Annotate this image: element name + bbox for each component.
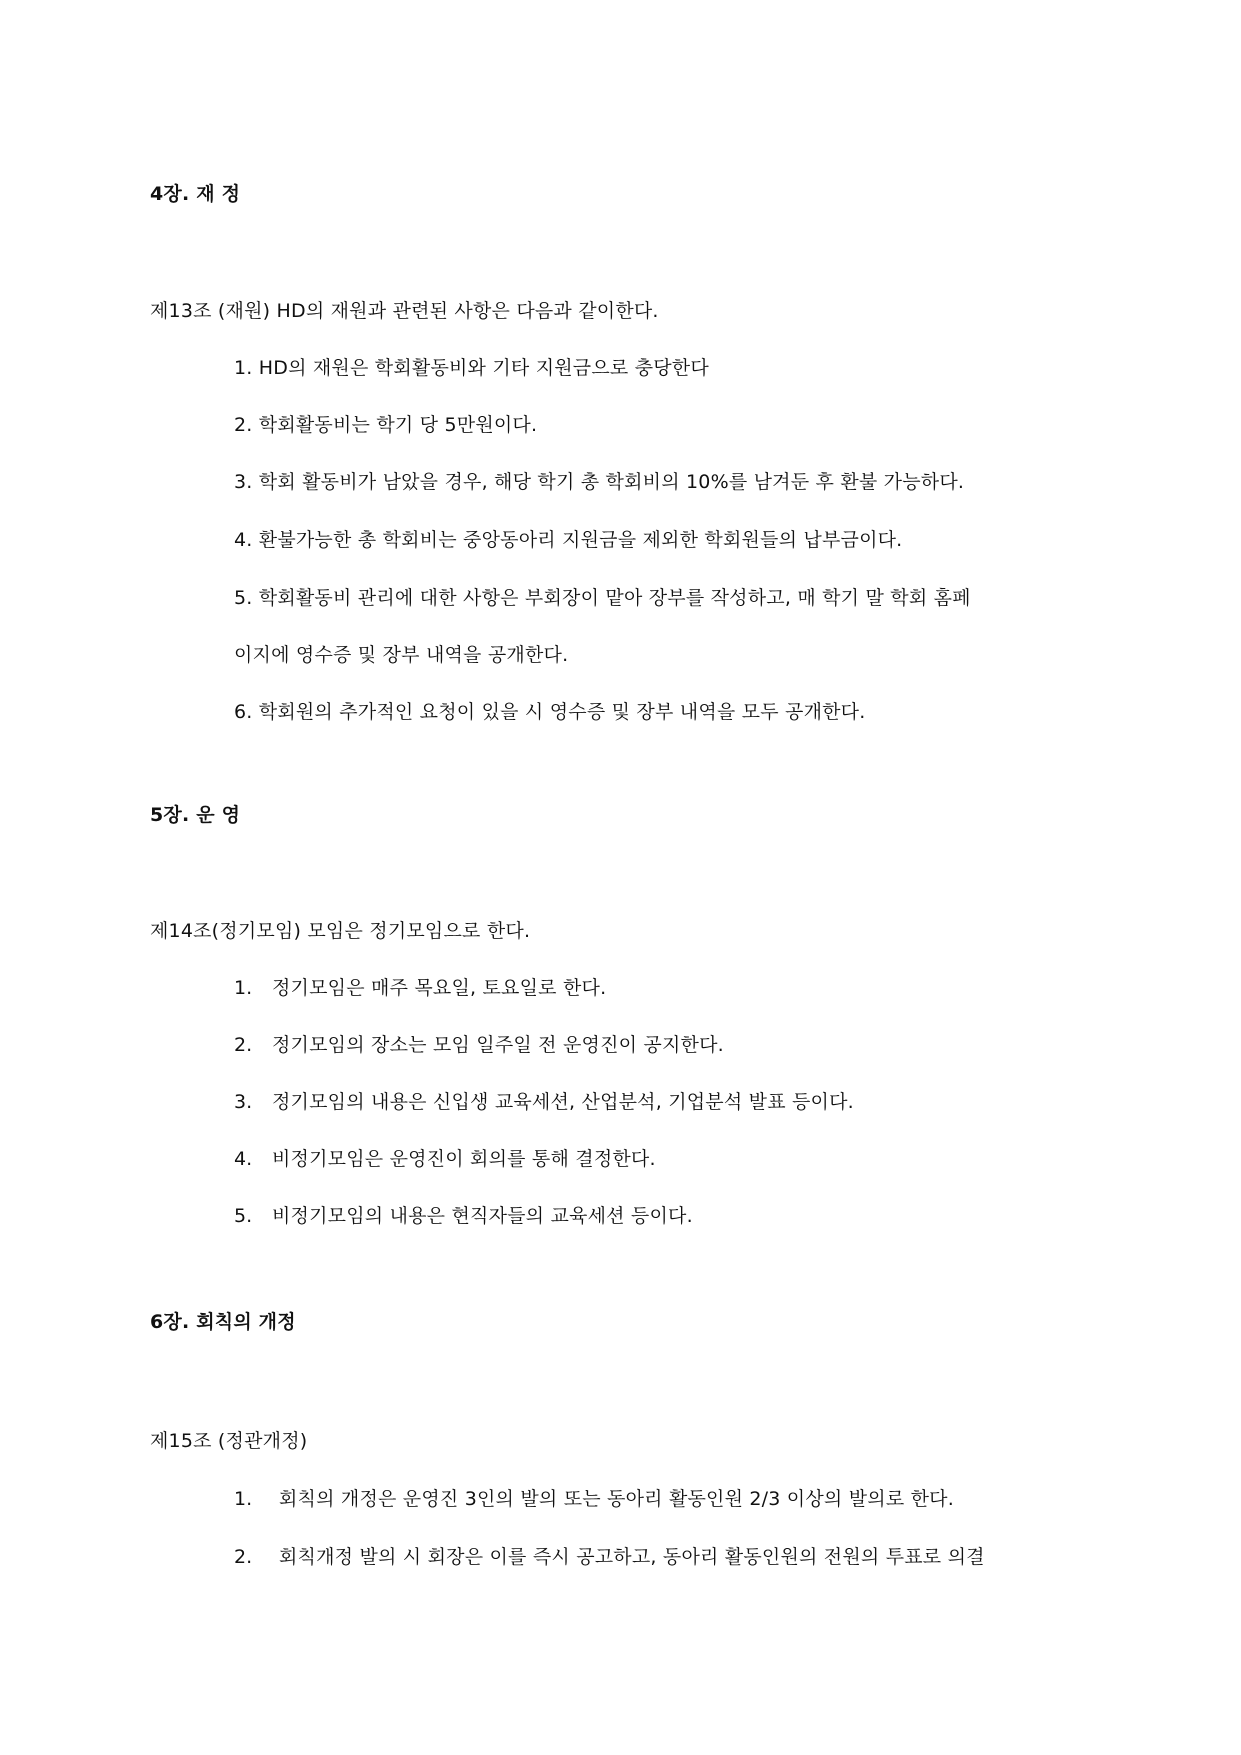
list-item-number: 1. <box>234 977 253 999</box>
list-item: 1. HD의 재원은 학회활동비와 기타 지원금으로 충당한다 <box>234 357 709 379</box>
list-item-number: 3. <box>234 1091 253 1113</box>
list-item: 비정기모임의 내용은 현직자들의 교육세션 등이다. <box>272 1205 693 1227</box>
list-item: 3. 학회 활동비가 남았을 경우, 해당 학기 총 학회비의 10%를 남겨둔 후 환불 가능하다. <box>234 471 965 493</box>
list-item-continuation: 이지에 영수증 및 장부 내역을 공개한다. <box>234 644 569 666</box>
list-item-number: 4. <box>234 1148 253 1170</box>
list-item: 회칙개정 발의 시 회장은 이를 즉시 공고하고, 동아리 활동인원의 전원의 투표로 의결 <box>279 1546 985 1568</box>
list-item-number: 5. <box>234 1205 253 1227</box>
article-heading: 제15조 (정관개정) <box>150 1430 308 1452</box>
list-item: 정기모임의 내용은 신입생 교육세션, 산업분석, 기업분석 발표 등이다. <box>272 1091 854 1113</box>
list-item-number: 1. <box>234 1488 253 1510</box>
chapter-heading: 5장. 운 영 <box>150 804 241 826</box>
article-heading: 제13조 (재원) HD의 재원과 관련된 사항은 다음과 같이한다. <box>150 300 659 322</box>
list-item: 정기모임의 장소는 모임 일주일 전 운영진이 공지한다. <box>272 1034 724 1056</box>
list-item: 2. 학회활동비는 학기 당 5만원이다. <box>234 414 538 436</box>
list-item: 6. 학회원의 추가적인 요청이 있을 시 영수증 및 장부 내역을 모두 공개한다. <box>234 701 866 723</box>
list-item: 5. 학회활동비 관리에 대한 사항은 부회장이 맡아 장부를 작성하고, 매 학기 말 학회 홈페 <box>234 587 971 609</box>
list-item: 비정기모임은 운영진이 회의를 통해 결정한다. <box>272 1148 656 1170</box>
chapter-heading: 4장. 재 정 <box>150 183 241 205</box>
article-heading: 제14조(정기모임) 모임은 정기모임으로 한다. <box>150 920 531 942</box>
list-item: 4. 환불가능한 총 학회비는 중앙동아리 지원금을 제외한 학회원들의 납부금이다. <box>234 529 903 551</box>
list-item-number: 2. <box>234 1546 253 1568</box>
list-item-number: 2. <box>234 1034 253 1056</box>
chapter-heading: 6장. 회칙의 개정 <box>150 1311 296 1333</box>
list-item: 회칙의 개정은 운영진 3인의 발의 또는 동아리 활동인원 2/3 이상의 발의로 한다. <box>279 1488 954 1510</box>
list-item: 정기모임은 매주 목요일, 토요일로 한다. <box>272 977 607 999</box>
